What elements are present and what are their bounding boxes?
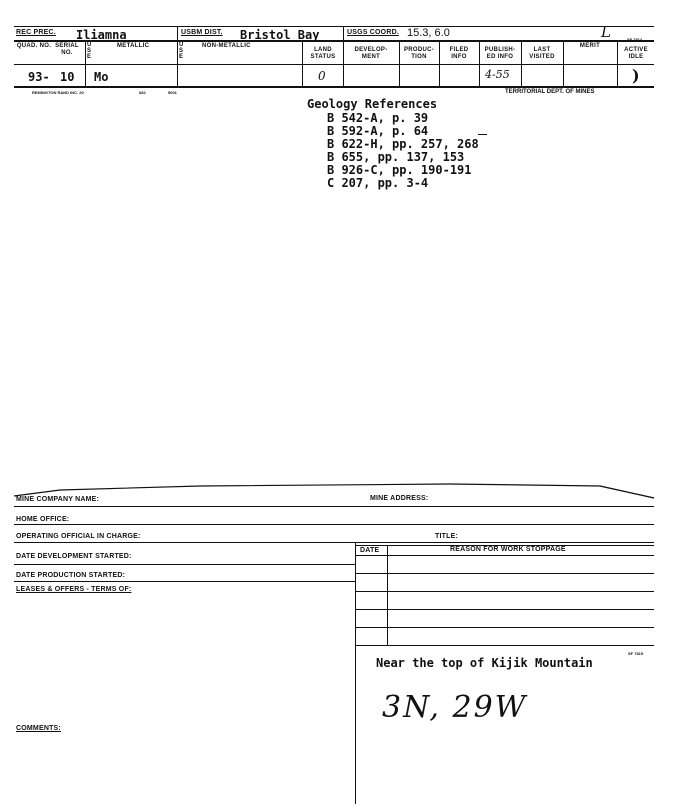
handwritten-location: 3N, 29W	[382, 690, 528, 725]
form-rule	[355, 645, 654, 646]
mine-company-label: MINE COMPANY NAME:	[16, 496, 100, 503]
development-label: DEVELOP- MENT	[354, 47, 388, 60]
form-rule	[14, 506, 654, 507]
metallic-label: METALLIC	[117, 43, 150, 49]
land-status-value: 0	[318, 69, 326, 83]
active-idle-value: )	[632, 66, 640, 85]
date-development-label: DATE DEVELOPMENT STARTED:	[16, 553, 132, 560]
header-rule	[14, 40, 654, 42]
usbm-dist-value: Bristol Bay	[240, 28, 320, 42]
location-note: Near the top of Kijik Mountain	[376, 656, 593, 670]
form-rule	[355, 627, 654, 628]
territorial-dept-label: TERRITORIAL DEPT. OF MINES	[505, 89, 595, 95]
reason-column-label: REASON FOR WORK STOPPAGE	[450, 546, 566, 553]
usgs-coord-value: 15.3, 6.0	[407, 27, 450, 39]
reference-item: B 926-C, pp. 190-191	[327, 163, 472, 177]
divider-v	[387, 545, 388, 645]
stray-mark	[355, 736, 356, 737]
header-top-rule	[14, 26, 654, 27]
comments-label: COMMENTS:	[16, 725, 61, 732]
leases-label: LEASES & OFFERS - TERMS OF:	[16, 586, 132, 593]
divider-v	[343, 26, 344, 40]
date-production-label: DATE PRODUCTION STARTED:	[16, 572, 126, 579]
land-status-label: LAND STATUS	[310, 47, 336, 60]
filed-info-label: FILED INFO	[449, 47, 469, 60]
nonmetallic-label: NON-METALLIC	[202, 43, 251, 49]
form-rule	[14, 524, 654, 525]
production-label: PRODUC- TION	[403, 47, 435, 60]
rec-prec-label: REC PREC.	[16, 29, 56, 36]
stray-dash	[478, 134, 487, 135]
quad-no-value: 93-	[28, 70, 50, 84]
divider-v	[355, 542, 356, 804]
references-title: Geology References	[307, 97, 438, 111]
quad-label: QUAD. NO.	[16, 43, 52, 49]
use-metallic-mark: U S E	[87, 42, 92, 60]
merit-label: MERIT	[579, 43, 601, 49]
published-info-label: PUBLISH- ED INFO	[484, 47, 516, 60]
title-label: TITLE:	[435, 533, 458, 540]
reference-item: C 207, pp. 3-4	[327, 176, 429, 190]
metallic-value: Mo	[94, 70, 109, 84]
reference-item: B 655, pp. 137, 153	[327, 150, 465, 164]
printer-code-1: 682	[139, 90, 146, 95]
reference-item: B 592-A, p. 64	[327, 124, 429, 138]
mine-address-label: MINE ADDRESS:	[370, 495, 429, 502]
last-visited-label: LAST VISITED	[529, 47, 555, 60]
form-number-top: SF 7814	[627, 37, 643, 42]
serial-no-value: 10	[60, 70, 75, 84]
active-idle-label: ACTIVE IDLE	[624, 47, 648, 60]
header-rule	[14, 64, 654, 65]
reference-item: B 542-A, p. 39	[327, 111, 429, 125]
published-info-value: 4-55	[485, 68, 510, 81]
form-number-bottom: SF 7815	[628, 651, 644, 656]
form-rule	[355, 591, 654, 592]
usbm-dist-label: USBM DIST.	[181, 29, 223, 36]
usgs-coord-label: USGS COORD.	[347, 29, 399, 36]
form-rule	[14, 581, 355, 582]
corner-mark: L	[601, 23, 611, 41]
home-office-label: HOME OFFICE:	[16, 516, 70, 523]
torn-edge-line	[0, 476, 678, 502]
header-bottom-rule	[14, 86, 654, 88]
form-rule	[355, 573, 654, 574]
use-nonmetallic-mark: U S E	[179, 42, 184, 60]
form-rule	[355, 609, 654, 610]
rec-prec-value: Iliamna	[76, 28, 127, 42]
operating-official-label: OPERATING OFFICIAL IN CHARGE:	[16, 533, 141, 540]
form-rule	[14, 542, 654, 543]
reference-item: B 622-H, pp. 257, 268	[327, 137, 479, 151]
form-rule	[355, 555, 654, 556]
form-rule	[14, 564, 355, 565]
divider-v	[177, 26, 178, 88]
serial-label: SERIAL NO.	[55, 43, 79, 56]
printer-imprint: REMINGTON RAND INC. 20	[32, 90, 84, 95]
printer-code-2: 5001	[168, 90, 177, 95]
date-column-label: DATE	[360, 547, 380, 554]
